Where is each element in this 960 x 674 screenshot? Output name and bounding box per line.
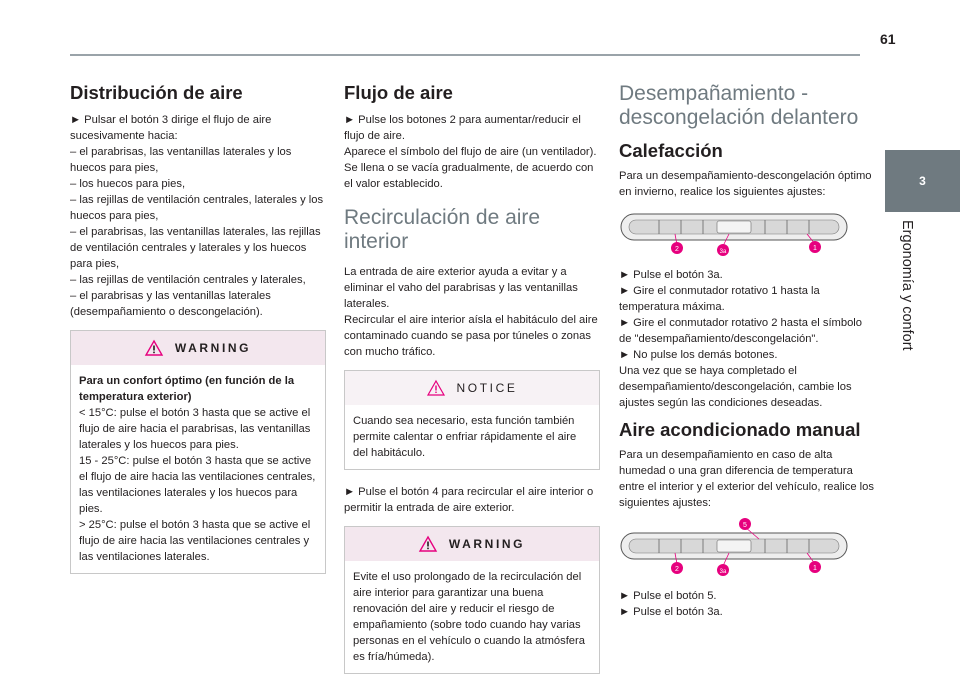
warning-triangle-icon bbox=[145, 340, 163, 356]
notice-label: NOTICE bbox=[456, 381, 518, 395]
column-defrost bbox=[619, 82, 875, 620]
paragraph: Para un desempañamiento en caso de alta humedad o una gran diferencia de temperatura entre el interior y el exterior del vehículo, realice los siguientes ajustes: bbox=[619, 449, 874, 509]
warning-header bbox=[71, 331, 325, 365]
section-title-defrost: Desempañamiento - descongelación delantero bbox=[619, 82, 859, 129]
callout-1: 1 bbox=[813, 245, 817, 252]
text-line: Se llena o se vacía gradualmente, de acuerdo con el valor establecido. bbox=[344, 162, 594, 190]
warning-label: WARNING bbox=[174, 341, 252, 355]
climate-panel-illustration bbox=[619, 208, 849, 256]
text-line: – las rejillas de ventilación centrales y laterales, bbox=[70, 274, 306, 286]
text-line: – los huecos para pies, bbox=[70, 178, 186, 190]
paragraph bbox=[619, 588, 875, 620]
text-line: ► Gire el conmutador rotativo 1 hasta la temperatura máxima. bbox=[619, 285, 820, 313]
text-line: < 15°C: pulse el botón 3 hasta que se active el flujo de aire hacia el parabrisas, las ventanillas laterales y los huecos para pies. bbox=[79, 407, 311, 451]
text-line: – el parabrisas, las ventanillas laterales, las rejillas de ventilación centrales y laterales y los huecos para pies, bbox=[70, 226, 321, 270]
callout-3a: 3a bbox=[719, 569, 727, 575]
callout-2: 2 bbox=[675, 246, 679, 253]
text-line: ► No pulse los demás botones. bbox=[619, 349, 778, 361]
warning-body: Evite el uso prolongado de la recirculación del aire interior para garantizar una buena renovación del aire y reducir el riesgo de empañamiento (sobre todo cuando hay varias personas en el vehículo o cuando la atmósfera es fría/húmeda). bbox=[353, 571, 585, 663]
subsection-title-heating: Calefacción bbox=[619, 140, 723, 161]
text-line: ► Gire el conmutador rotativo 2 hasta el símbolo de "desempañamiento/descongelación". bbox=[619, 317, 863, 345]
column-air-distribution bbox=[70, 82, 326, 574]
column-air-flow bbox=[344, 82, 600, 674]
paragraph bbox=[70, 112, 326, 320]
callout-5: 5 bbox=[743, 522, 747, 529]
subsection-title-ac: Aire acondicionado manual bbox=[619, 419, 861, 440]
paragraph bbox=[619, 267, 875, 411]
section-title-air-flow: Flujo de aire bbox=[344, 82, 453, 103]
text-line: > 25°C: pulse el botón 3 hasta que se active el flujo de aire hacia las ventilaciones centrales y las ventilaciones laterales. bbox=[79, 519, 311, 563]
warning-body bbox=[71, 365, 325, 573]
chapter-title: Ergonomía y confort bbox=[899, 220, 915, 351]
text-line: ► Pulse los botones 2 para aumentar/reducir el flujo de aire. bbox=[344, 114, 581, 142]
text-line: Recircular el aire interior aísla el habitáculo del aire contaminado cuando se pasa por túneles o zonas con mucho tráfico. bbox=[344, 314, 598, 358]
text-line: – las rejillas de ventilación centrales, laterales y los huecos para pies, bbox=[70, 194, 324, 222]
warning-box bbox=[344, 526, 600, 674]
notice-body: Cuando sea necesario, esta función también permite calentar o enfriar rápidamente el aire del habitáculo. bbox=[353, 415, 577, 459]
text-line: ► Pulse el botón 5. bbox=[619, 590, 717, 602]
page-number: 61 bbox=[880, 31, 896, 47]
warning-triangle-icon bbox=[419, 536, 437, 552]
paragraph bbox=[344, 264, 600, 360]
notice-triangle-icon bbox=[427, 380, 445, 396]
text-line: – el parabrisas y las ventanillas laterales (desempañamiento o descongelación). bbox=[70, 290, 271, 318]
callout-2: 2 bbox=[675, 566, 679, 573]
text-line: ► Pulse el botón 3a. bbox=[619, 606, 723, 618]
warning-bold-text: Para un confort óptimo (en función de la temperatura exterior) bbox=[79, 375, 295, 403]
text-line: ► Pulse el botón 3a. bbox=[619, 269, 723, 281]
warning-label: WARNING bbox=[448, 537, 526, 551]
section-title-recirculation: Recirculación de aire interior bbox=[344, 206, 541, 253]
paragraph: ► Pulse el botón 4 para recircular el aire interior o permitir la entrada de aire exterior. bbox=[344, 486, 594, 514]
text-line: ► Pulsar el botón 3 dirige el flujo de aire sucesivamente hacia: bbox=[70, 114, 272, 142]
paragraph bbox=[344, 112, 600, 192]
climate-panel-illustration-ac bbox=[619, 517, 849, 577]
text-line: Una vez que se haya completado el desempañamiento/descongelación, cambie los ajustes según las condiciones deseadas. bbox=[619, 365, 852, 409]
text-line: Aparece el símbolo del flujo de aire (un ventilador). bbox=[344, 146, 597, 158]
text-line: La entrada de aire exterior ayuda a evitar y a eliminar el vaho del parabrisas y las ventanillas laterales. bbox=[344, 266, 578, 310]
chapter-number: 3 bbox=[919, 174, 926, 188]
text-line: – el parabrisas, las ventanillas laterales y los huecos para pies, bbox=[70, 146, 292, 174]
callout-3a: 3a bbox=[719, 249, 727, 255]
text-line: 15 - 25°C: pulse el botón 3 hasta que se active el flujo de aire hacia las ventilaciones centrales, las ventilaciones laterales y los huecos para pies. bbox=[79, 455, 316, 515]
paragraph: Para un desempañamiento-descongelación óptimo en invierno, realice los siguientes ajustes: bbox=[619, 170, 872, 198]
notice-box bbox=[344, 370, 600, 470]
notice-header bbox=[345, 371, 599, 405]
callout-1: 1 bbox=[813, 565, 817, 572]
chapter-tab[interactable] bbox=[885, 150, 960, 212]
warning-box bbox=[70, 330, 326, 574]
section-title-air-distribution: Distribución de aire bbox=[70, 82, 243, 103]
warning-header bbox=[345, 527, 599, 561]
header-rule bbox=[70, 54, 860, 56]
